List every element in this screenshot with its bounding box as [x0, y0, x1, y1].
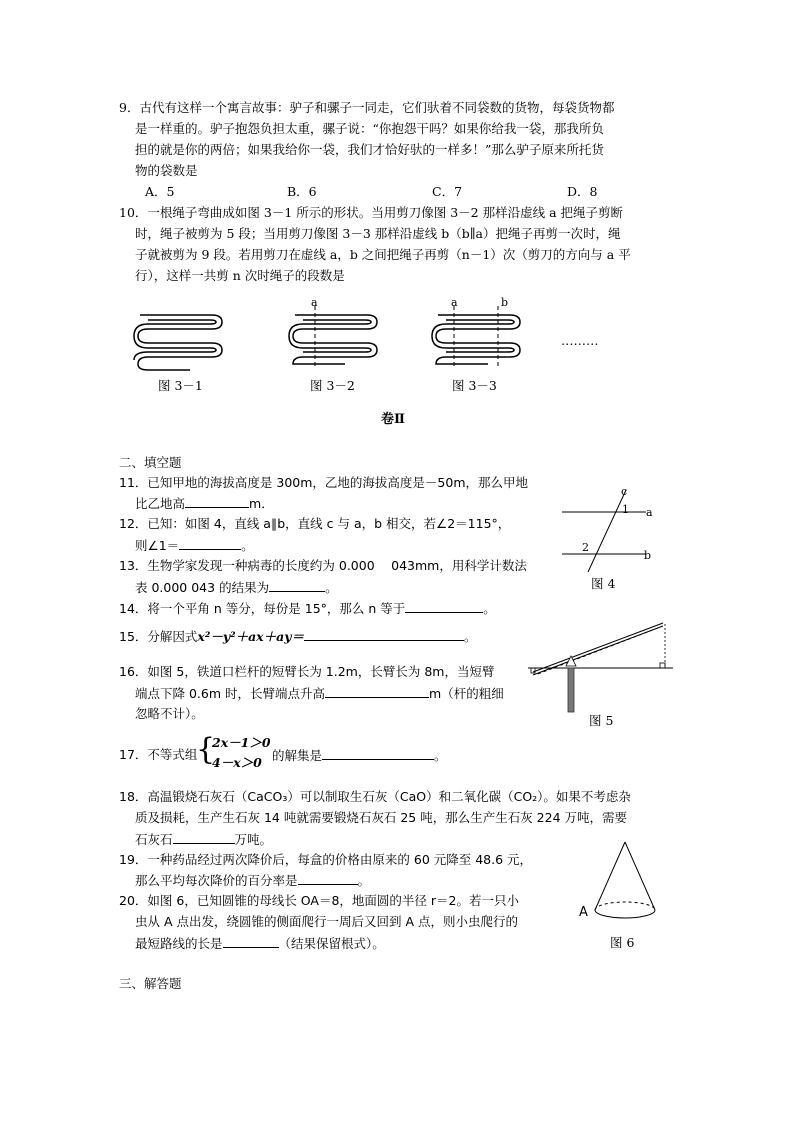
figure-4-label-1: 1	[622, 503, 629, 516]
q17-inequality-2: 4－x＞0	[212, 755, 262, 770]
figure-4-caption: 图 4	[591, 576, 616, 591]
q9-line3: 担的就是你的两倍；如果我给你一袋，我们才恰好驮的一样多！”那么驴子原来所托货	[135, 142, 604, 157]
ellipsis-dots: ………	[561, 333, 599, 348]
q17-text: 的解集是	[272, 748, 323, 763]
q13-line2	[135, 579, 338, 596]
section-2-heading: 二、填空题	[119, 455, 182, 470]
q13-text: 表 0.000 043 的结果为	[135, 580, 270, 595]
q12-period: 。	[241, 538, 254, 553]
q11-line2	[135, 495, 274, 512]
q12-line1: 12．已知：如图 4，直线 a∥b，直线 c 与 a，b 相交，若∠2＝115°，	[119, 516, 511, 531]
figure-3-3-label-b: b	[501, 296, 509, 309]
q9-line1: 9．古代有这样一个寓言故事：驴子和骡子一同走，它们驮着不同袋数的货物，每袋货物都	[119, 100, 615, 115]
q11-unit: m．	[249, 496, 274, 511]
q14-period: 。	[483, 601, 496, 616]
q19-text: 那么平均每次降价的百分率是	[135, 873, 298, 888]
figure-5-railway-barrier	[528, 620, 678, 715]
figure-4-label-c: c	[621, 485, 628, 498]
q9-option-c: C．7	[432, 184, 463, 199]
figure-3-3-caption: 图 3－3	[452, 378, 497, 393]
figure-3-3-rope	[428, 300, 528, 370]
q18-answer-blank[interactable]	[173, 831, 235, 844]
q17-answer-blank[interactable]	[322, 747, 434, 760]
figure-3-2-rope	[285, 300, 385, 370]
q16-unit: m（杆的粗细	[429, 686, 504, 701]
q9-option-a: A．5	[145, 184, 175, 199]
q16-answer-blank[interactable]	[325, 685, 429, 698]
q17-tail	[272, 747, 447, 764]
q15-answer-blank[interactable]	[304, 628, 464, 641]
q10-line4: 行），这样一共剪 n 次时绳子的段数是	[135, 268, 345, 283]
q20-line3	[135, 935, 385, 952]
q19-line2	[135, 872, 370, 889]
q11-answer-blank[interactable]	[185, 495, 249, 508]
q17-inequality-1: 2x－1＞0	[212, 735, 271, 750]
q9-line4: 物的袋数是	[135, 163, 198, 178]
q16-line2	[135, 685, 504, 702]
q12-answer-blank[interactable]	[179, 537, 241, 550]
q18-line2: 质及损耗，生产生石灰 14 吨就需要锻烧石灰石 25 吨，那么生产生石灰 224 万吨，需要	[135, 810, 628, 825]
q19-answer-blank[interactable]	[298, 872, 358, 885]
q17-period: 。	[434, 748, 447, 763]
q20-remark: （结果保留根式）。	[278, 936, 385, 951]
figure-3-2-label-a: a	[311, 296, 318, 309]
q19-period: 。	[357, 873, 371, 888]
q18-text: 石灰石	[135, 832, 173, 847]
q11-text: 比乙地高	[135, 496, 186, 511]
q13-line1: 13．生物学家发现一种病毒的长度约为 0.000 043mm，用科学计数法	[119, 558, 527, 573]
figure-5-caption: 图 5	[589, 713, 614, 728]
q13-answer-blank[interactable]	[269, 579, 325, 592]
figure-4-label-b: b	[644, 549, 652, 562]
q18-line1: 18．高温锻烧石灰石（CaCO₃）可以制取生石灰（CaO）和二氧化碳（CO₂）。如果不考虑杂	[119, 789, 631, 804]
q14-line	[119, 600, 496, 617]
figure-4-parallel-lines	[560, 486, 660, 576]
figure-6-caption: 图 6	[610, 935, 635, 950]
q16-text: 端点下降 0.6m 时，长臂端点升高	[135, 686, 326, 701]
q14-answer-blank[interactable]	[405, 600, 483, 613]
q18-line3	[135, 831, 272, 848]
q20-text: 最短路线的长是	[135, 936, 223, 951]
q19-line1: 19．一种药品经过两次降价后，每盒的价格由原来的 60 元降至 48.6 元，	[119, 852, 533, 867]
q15-expression: x²－y²＋ax＋ay＝	[197, 629, 304, 644]
q9-option-d: D．8	[567, 184, 598, 199]
q12-text: 则∠1＝	[135, 538, 180, 553]
q13-period: 。	[325, 580, 338, 595]
q10-line1: 10．一根绳子弯曲成如图 3－1 所示的形状。当用剪刀像图 3－2 那样沿虚线 a 把绳子剪断	[119, 205, 624, 220]
q16-line3: 忽略不计）。	[135, 706, 204, 721]
figure-6-label-a: A	[579, 905, 588, 920]
q20-answer-blank[interactable]	[223, 935, 279, 948]
q15-line	[119, 628, 477, 645]
q18-unit: 万吨。	[234, 832, 273, 847]
q15-period: 。	[464, 629, 477, 644]
q17-lead: 17．不等式组	[119, 747, 198, 762]
volume-2-title: 卷Ⅱ	[381, 412, 405, 427]
q15-text: 15．分解因式	[119, 629, 198, 644]
figure-3-1-rope	[130, 310, 230, 370]
q20-line1: 20．如图 6，已知圆锥的母线长 OA＝8，地面圆的半径 r＝2。若一只小	[119, 893, 519, 908]
q11-line1: 11．已知甲地的海拔高度是 300m，乙地的海拔高度是－50m，那么甲地	[119, 475, 528, 490]
q17-brace-icon: {	[196, 732, 216, 767]
q16-line1: 16．如图 5，铁道口栏杆的短臂长为 1.2m，长臂长为 8m，当短臂	[119, 664, 495, 679]
figure-4-label-2: 2	[582, 541, 589, 554]
figure-6-cone	[590, 838, 660, 928]
figure-3-1-caption: 图 3－1	[158, 378, 203, 393]
q20-line2: 虫从 A 点出发，绕圆锥的侧面爬行一周后又回到 A 点，则小虫爬行的	[135, 914, 518, 929]
q10-line3: 子就被剪为 9 段。若用剪刀在虚线 a，b 之间把绳子再剪（n－1）次（剪刀的方向与 a 平	[135, 247, 631, 262]
q12-line2	[135, 537, 254, 554]
q14-text: 14．将一个平角 n 等分，每份是 15°，那么 n 等于	[119, 601, 406, 616]
q9-option-b: B．6	[287, 184, 317, 199]
q9-line2: 是一样重的。驴子抱怨负担太重，骡子说：“你抱怨干吗？如果你给我一袋，那我所负	[135, 121, 604, 136]
figure-3-2-caption: 图 3－2	[310, 378, 355, 393]
figure-4-label-a: a	[646, 506, 653, 519]
q10-line2: 时，绳子被剪为 5 段；当用剪刀像图 3－3 那样沿虚线 b（b∥a）把绳子再剪一次时，绳	[135, 226, 621, 241]
section-3-heading: 三、解答题	[119, 976, 182, 991]
figure-3-3-label-a: a	[451, 296, 458, 309]
